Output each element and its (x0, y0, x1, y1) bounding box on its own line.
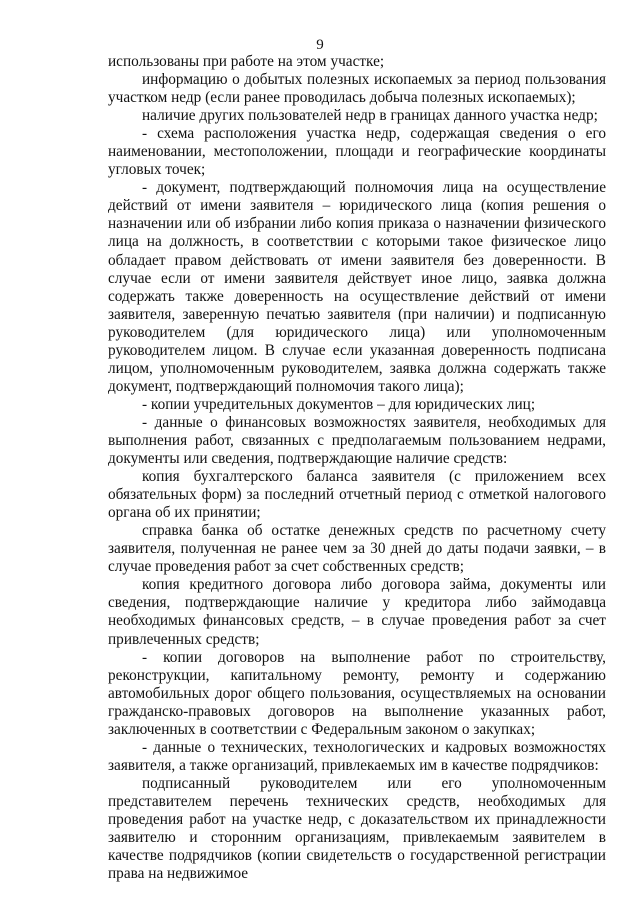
paragraph-founding-documents: - копии учредительных документов – для юридических лиц; (142, 395, 536, 413)
paragraph-site-scheme: - схема расположения участка недр, содержащая сведения о его наименовании, местоположении, площади и географические координаты угловых точек; (108, 125, 606, 179)
paragraph-loan-agreement: копия кредитного договора либо договора займа, документы или сведения, подтверждающие наличие у кредитора либо займодавца необходимых финансовых средств, – в случае проведения работ за счет привлеченных средств; (108, 576, 606, 648)
paragraph-balance-sheet: копия бухгалтерского баланса заявителя (с приложением всех обязательных форм) за последний отчетный период с отметкой налогового органа об их принятии; (108, 468, 606, 522)
paragraph-technical-data: - данные о технических, технологических и кадровых возможностях заявителя, а также организаций, привлекаемых им в качестве подрядчиков: (108, 738, 606, 774)
paragraph-authority-document: - документ, подтверждающий полномочия лица на осуществление действий от имени заявителя – юридического лица (копия решения о назначении или об избрании либо копия приказа о назначении физического лица на должность, в соответствии с которыми такое физическое лицо обладает правом действовать от имени заявителя без доверенности. В случае если от имени заявителя действует иное лицо, заявка должна содержать также доверенность на осуществление действий от имени заявителя, заверенную печатью заявителя (при наличии) и подписанную руководителем (для юридического лица) или уполномоченным руководителем лицом. В случае если указанная доверенность подписана лицом, уполномоченным руководителем, заявка должна содержать также документ, подтверждающий полномочия такого лица); (108, 179, 606, 395)
page-number: 9 (316, 37, 324, 53)
paragraph-road-contracts: - копии договоров на выполнение работ по строительству, реконструкции, капитальному ремонту, ремонту и содержанию автомобильных дорог общего пользования, осуществляемых на основании гражданско-правовых договоров на выполнение указанных работ, заключенных в соответствии с Федеральным законом о закупках; (108, 648, 606, 738)
paragraph-bank-statement: справка банка об остатке денежных средств по расчетному счету заявителя, полученная не ранее чем за 30 дней до даты подачи заявки, – в случае проведения работ за счет собственных средств; (108, 522, 606, 576)
document-body (108, 53, 606, 883)
paragraph-equipment-list: подписанный руководителем или его уполномоченным представителем перечень технических средств, необходимых для проведения работ на участке недр, с доказательством их принадлежности заявителю и сторонним организациям, привлекаемым заявителем в качестве подрядчиков (копии свидетельств о государственной регистрации права на недвижимое (108, 774, 606, 883)
paragraph-financial-data: - данные о финансовых возможностях заявителя, необходимых для выполнения работ, связанных с предполагаемым пользованием недрами, документы или сведения, подтверждающие наличие средств: (108, 413, 606, 468)
paragraph-other-users: наличие других пользователей недр в границах данного участка недр; (142, 107, 598, 125)
paragraph-continuation: использованы при работе на этом участке; (108, 53, 385, 70)
paragraph-mining-info: информацию о добытых полезных ископаемых за период пользования участком недр (если ранее проводилась добыча полезных ископаемых); (108, 71, 606, 107)
